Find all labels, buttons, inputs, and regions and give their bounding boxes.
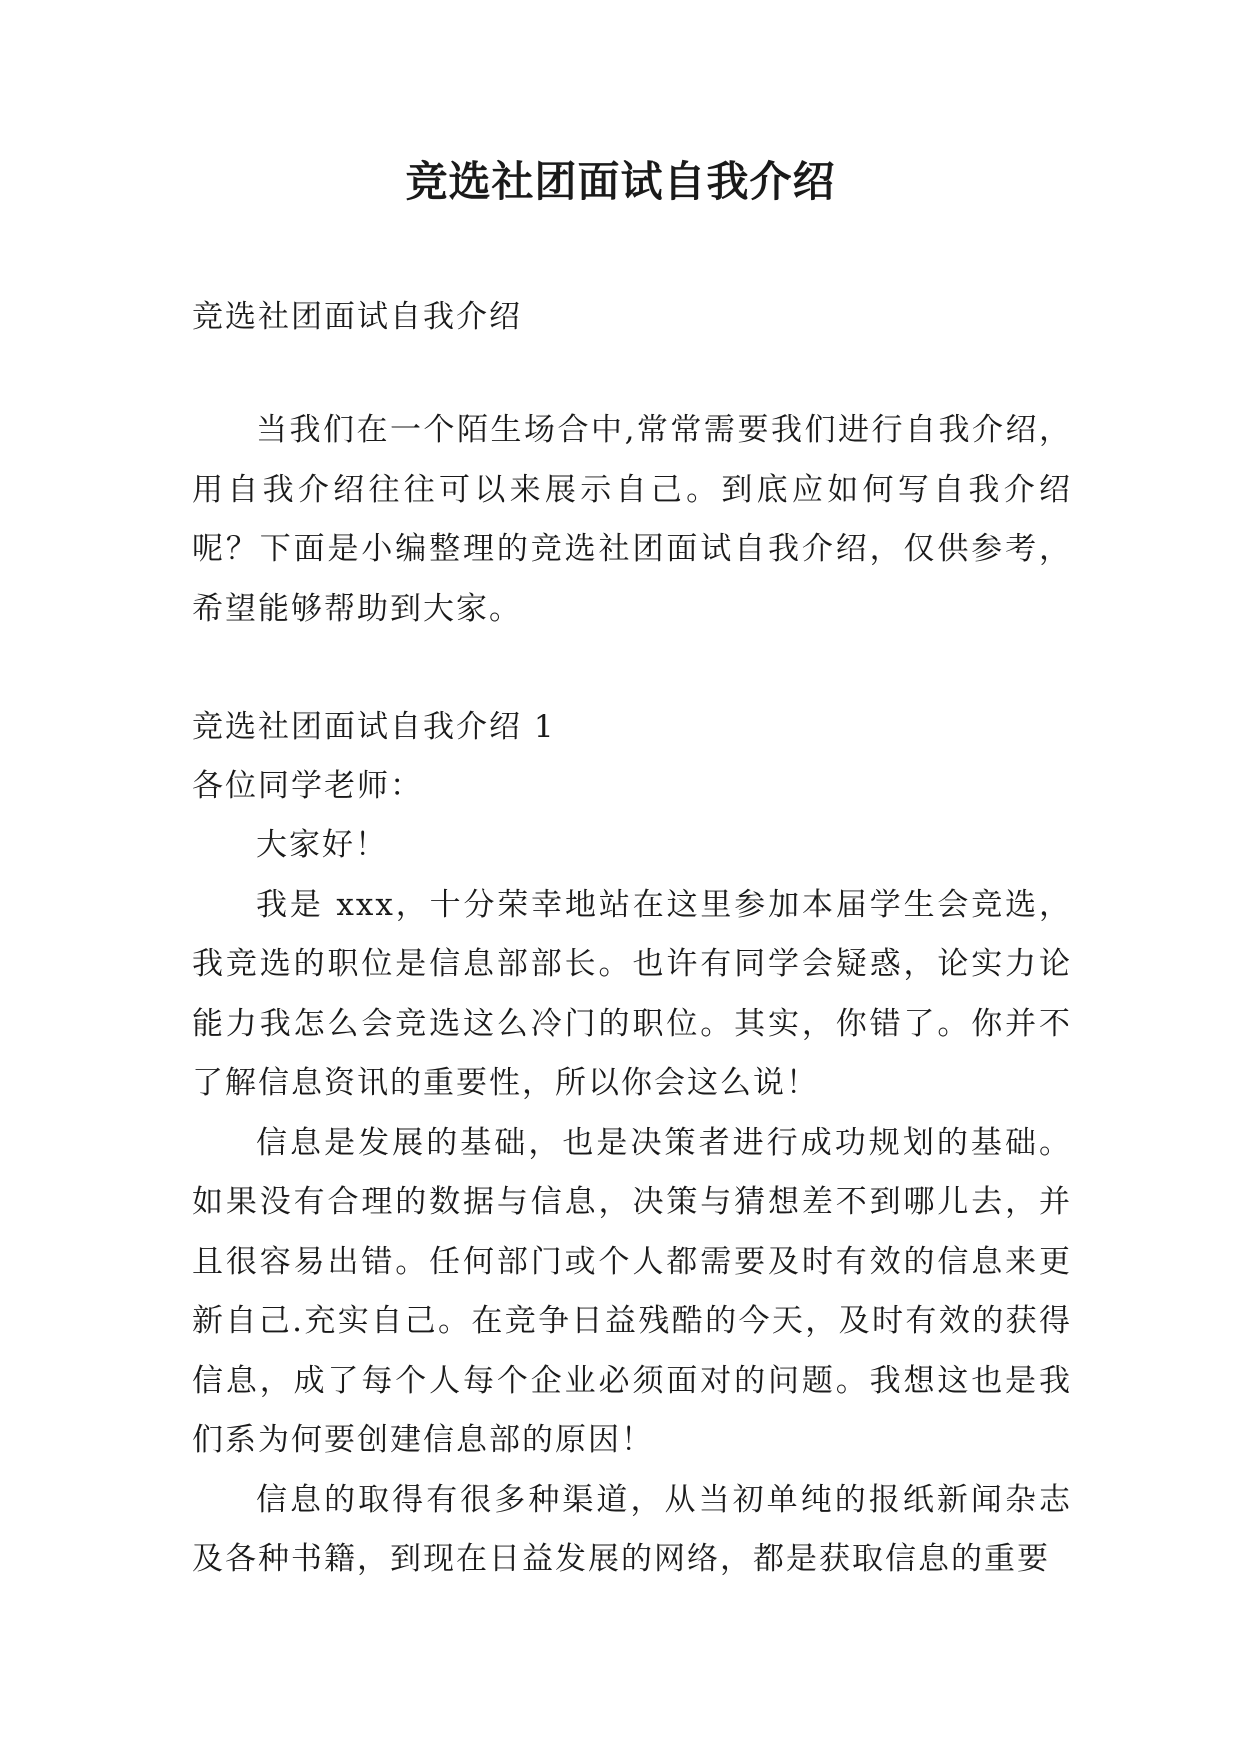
- section-heading: 竞选社团面试自我介绍 1: [192, 709, 556, 745]
- salutation: 各位同学老师：: [192, 768, 423, 804]
- document-title: 竞选社团面试自我介绍: [405, 157, 836, 206]
- document-subtitle: 竞选社团面试自我介绍: [192, 299, 522, 335]
- speech-paragraph-introduction: 我是 xxx，十分荣幸地站在这里参加本届学生会竞选，我竞选的职位是信息部部长。也许有同学会疑惑，论实力论能力我怎么会竞选这么冷门的职位。其实，你错了。你并不了解信息资讯的重要性，所以你会这么说！: [192, 886, 1072, 1101]
- speech-paragraph-greeting: 大家好！: [256, 827, 388, 863]
- speech-paragraph-information-channels: 信息的取得有很多种渠道，从当初单纯的报纸新闻杂志及各种书籍，到现在日益发展的网络，都是获取信息的重要: [192, 1481, 1072, 1577]
- speech-body: [192, 816, 1072, 1590]
- intro-paragraph: 当我们在一个陌生场合中,常常需要我们进行自我介绍，用自我介绍往往可以来展示自己。到底应如何写自我介绍呢？下面是小编整理的竞选社团面试自我介绍，仅供参考，希望能够帮助到大家。: [192, 412, 1072, 627]
- speech-paragraph-information-importance: 信息是发展的基础，也是决策者进行成功规划的基础。如果没有合理的数据与信息，决策与猜想差不到哪儿去，并且很容易出错。任何部门或个人都需要及时有效的信息来更新自己.充实自己。在竞争日益残酷的今天，及时有效的获得信息，成了每个人每个企业必须面对的问题。我想这也是我们系为何要创建信息部的原因！: [192, 1124, 1072, 1458]
